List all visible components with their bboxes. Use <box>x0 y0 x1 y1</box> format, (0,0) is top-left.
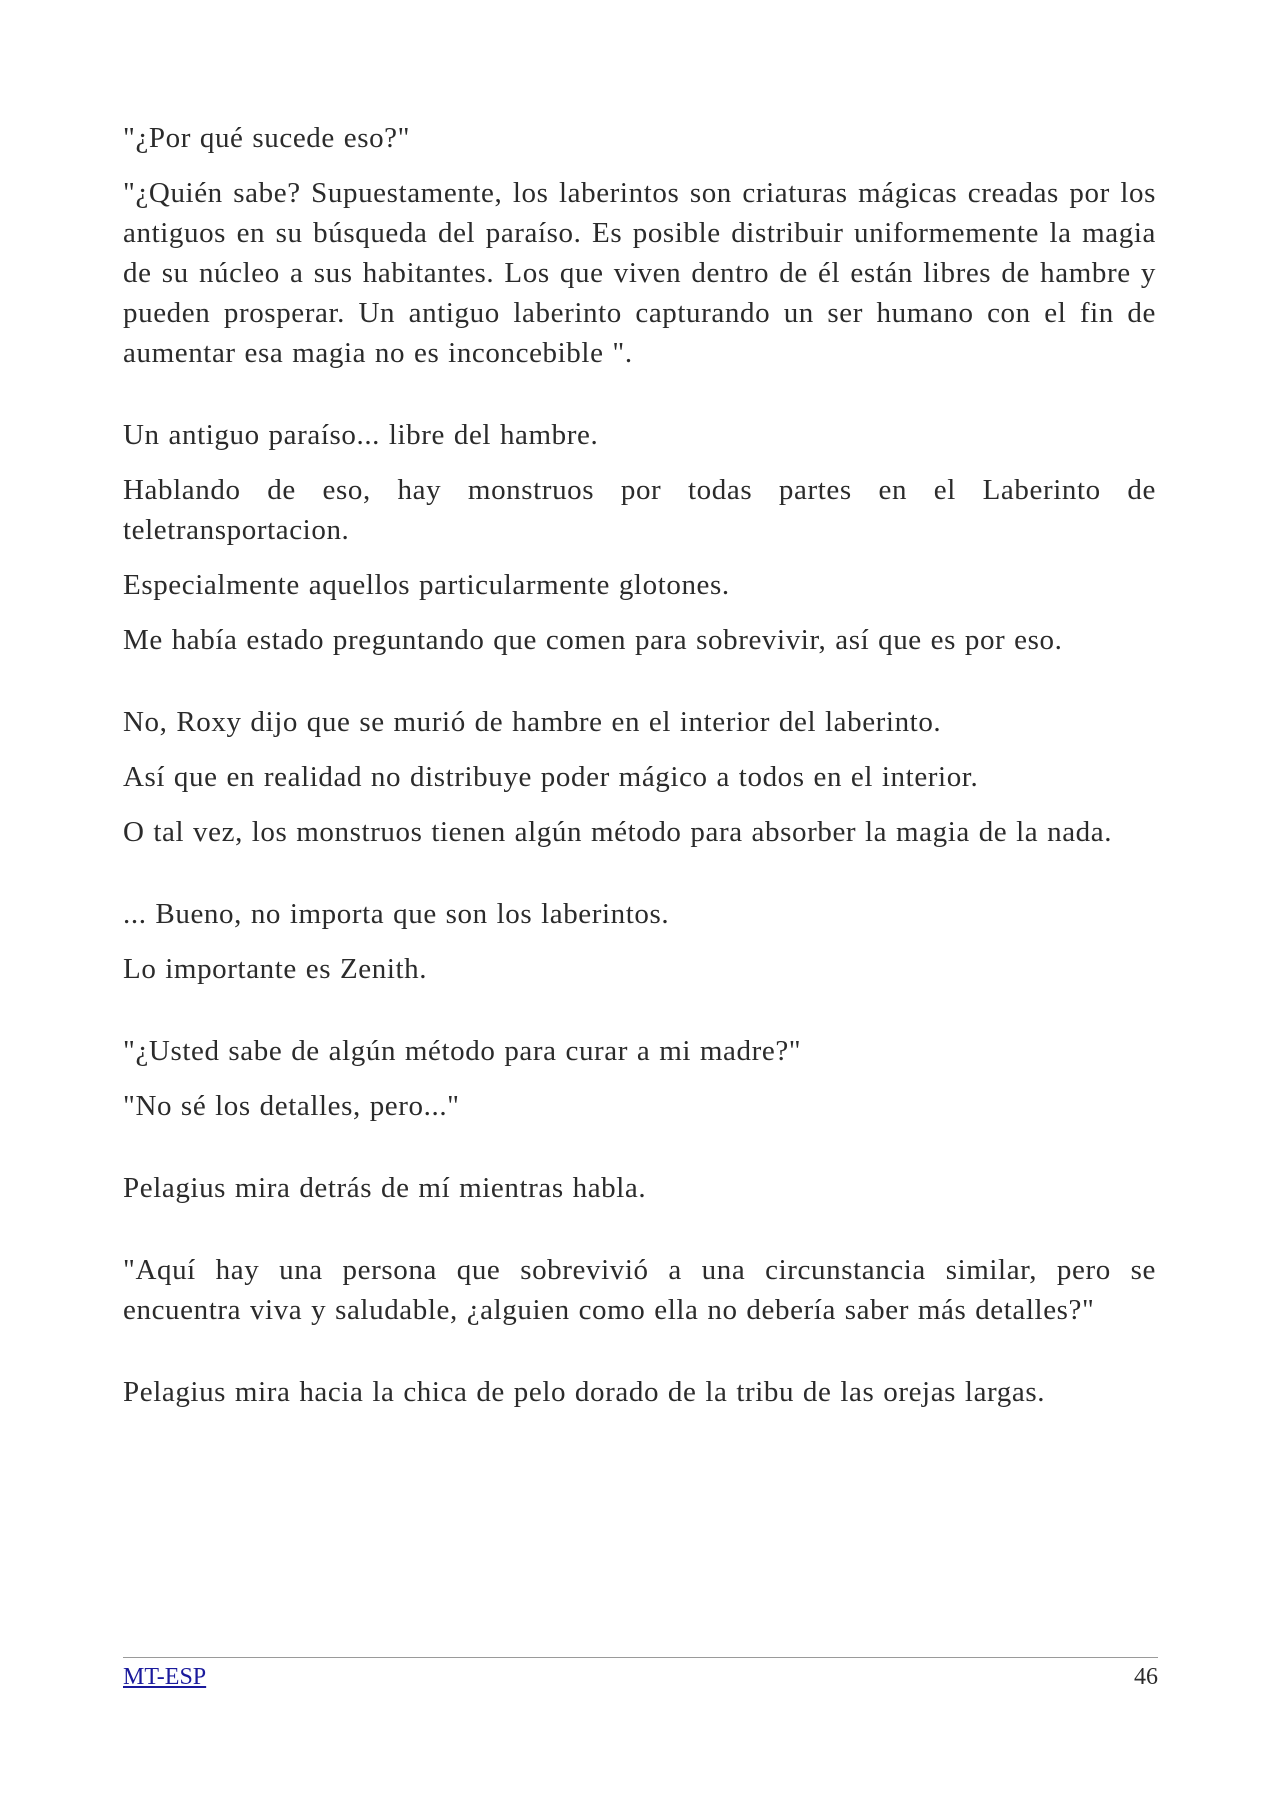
paragraph: "Aquí hay una persona que sobrevivió a una circunstancia similar, pero se encuentra viva y saludable, ¿alguien como ella no debería saber más detalles?" <box>123 1254 1156 1326</box>
page-footer <box>123 1657 1158 1690</box>
paragraph: O tal vez, los monstruos tienen algún método para absorber la magia de la nada. <box>123 816 1113 848</box>
paragraph: Me había estado preguntando que comen para sobrevivir, así que es por eso. <box>123 624 1063 656</box>
page-body <box>123 118 1156 1412</box>
paragraph: Especialmente aquellos particularmente glotones. <box>123 569 730 601</box>
paragraph: Hablando de eso, hay monstruos por todas partes en el Laberinto de teletransportacion. <box>123 474 1156 546</box>
page-number: 46 <box>1134 1664 1158 1690</box>
paragraph: "No sé los detalles, pero..." <box>123 1090 460 1122</box>
paragraph: Un antiguo paraíso... libre del hambre. <box>123 419 599 451</box>
paragraph: "¿Por qué sucede eso?" <box>123 122 411 154</box>
paragraph: Pelagius mira hacia la chica de pelo dorado de la tribu de las orejas largas. <box>123 1376 1046 1408</box>
footer-link[interactable]: MT-ESP <box>123 1664 207 1690</box>
paragraph: No, Roxy dijo que se murió de hambre en el interior del laberinto. <box>123 706 942 738</box>
paragraph: "¿Usted sabe de algún método para curar a mi madre?" <box>123 1035 802 1067</box>
paragraph: "¿Quién sabe? Supuestamente, los laberintos son criaturas mágicas creadas por los antiguos en su búsqueda del paraíso. Es posible distribuir uniformemente la magia de su núcleo a sus habitantes. Los que viven dentro de él están libres de hambre y pueden prosperar. Un antiguo laberinto capturando un ser humano con el fin de aumentar esa magia no es inconcebible ". <box>123 177 1156 369</box>
paragraph: Pelagius mira detrás de mí mientras habla. <box>123 1172 647 1204</box>
paragraph: ... Bueno, no importa que son los laberintos. <box>123 898 670 930</box>
paragraph: Lo importante es Zenith. <box>123 953 428 985</box>
paragraph: Así que en realidad no distribuye poder mágico a todos en el interior. <box>123 761 979 793</box>
